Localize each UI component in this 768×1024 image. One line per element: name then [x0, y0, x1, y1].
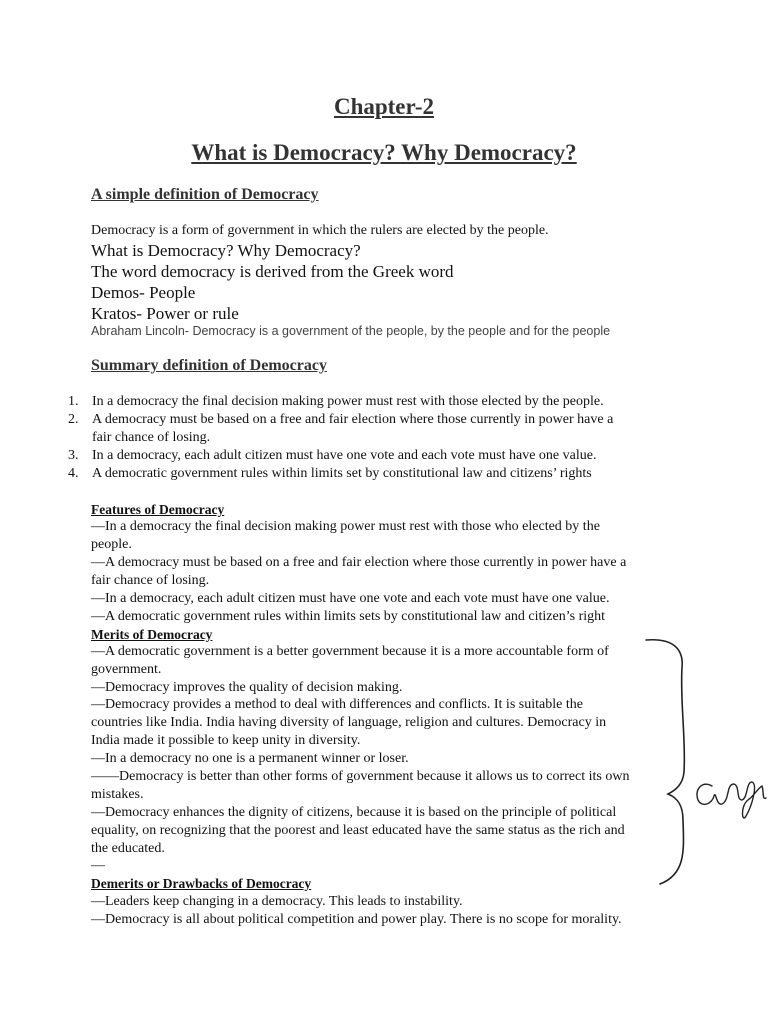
handwritten-brace	[646, 640, 684, 884]
summary-heading: Summary definition of Democracy	[91, 357, 327, 374]
item-text: In a democracy the final decision making power must rest with those elected by the people.	[92, 394, 604, 409]
merits-line: countries like India. India having diversity of language, religion and cultures. Democracy in	[91, 715, 607, 730]
merits-line: —Democracy enhances the dignity of citizens, because it is based on the principle of political	[91, 805, 617, 820]
summary-item-continuation: fair chance of losing.	[92, 430, 211, 445]
definition-line: What is Democracy? Why Democracy?	[91, 241, 361, 260]
features-line: —In a democracy the final decision making power must rest with those who elected by the	[91, 519, 600, 534]
definition-heading: A simple definition of Democracy	[91, 186, 319, 203]
merits-line: —A democratic government is a better government because it is a more accountable form of	[91, 644, 609, 659]
handwritten-scribble	[697, 782, 766, 818]
definition-line: Kratos- Power or rule	[91, 304, 239, 323]
merits-line: —In a democracy no one is a permanent winner or loser.	[91, 751, 409, 766]
merits-line: the educated.	[91, 841, 165, 856]
demerits-line: —Leaders keep changing in a democracy. This leads to instability.	[91, 894, 463, 909]
features-line: —A democratic government rules within limits sets by constitutional law and citizen’s right	[91, 609, 606, 624]
demerits-line: —Democracy is all about political competition and power play. There is no scope for morality.	[91, 912, 622, 927]
item-number: 2.	[68, 412, 79, 427]
features-heading: Features of Democracy	[91, 502, 225, 517]
merits-line: equality, on recognizing that the poorest and least educated have the same status as the rich and	[91, 823, 625, 838]
definition-line: Democracy is a form of government in which the rulers are elected by the people.	[91, 223, 549, 238]
merits-line: India made it possible to keep unity in diversity.	[91, 733, 361, 748]
demerits-heading: Demerits or Drawbacks of Democracy	[91, 876, 312, 891]
merits-line: ——Democracy is better than other forms of government because it allows us to correct its own	[91, 769, 630, 784]
definition-line: The word democracy is derived from the Greek word	[91, 262, 454, 281]
merits-line: —Democracy improves the quality of decision making.	[91, 680, 403, 695]
features-line: —A democracy must be based on a free and fair election where those currently in power have a	[91, 555, 627, 570]
item-text: A democratic government rules within limits set by constitutional law and citizens’ rights	[92, 466, 592, 481]
chapter-heading: Chapter-2	[333, 94, 435, 119]
item-number: 3.	[68, 448, 79, 463]
features-line: people.	[91, 537, 132, 552]
features-line: fair chance of losing.	[91, 573, 210, 588]
item-text: In a democracy, each adult citizen must have one vote and each vote must have one value.	[92, 448, 597, 463]
item-text: A democracy must be based on a free and fair election where those currently in power have a	[92, 412, 614, 427]
merits-line: —	[91, 858, 105, 873]
merits-line: —Democracy provides a method to deal with differences and conflicts. It is suitable the	[91, 697, 583, 712]
merits-heading: Merits of Democracy	[91, 627, 213, 642]
merits-line: mistakes.	[91, 787, 144, 802]
definition-line: Demos- People	[91, 283, 196, 302]
page-title: What is Democracy? Why Democracy?	[191, 140, 577, 165]
merits-line: government.	[91, 662, 162, 677]
features-line: —In a democracy, each adult citizen must have one vote and each vote must have one value.	[91, 591, 610, 606]
item-number: 1.	[68, 394, 79, 409]
item-number: 4.	[68, 466, 79, 481]
lincoln-quote: Abraham Lincoln- Democracy is a government of the people, by the people and for the people	[91, 324, 611, 338]
